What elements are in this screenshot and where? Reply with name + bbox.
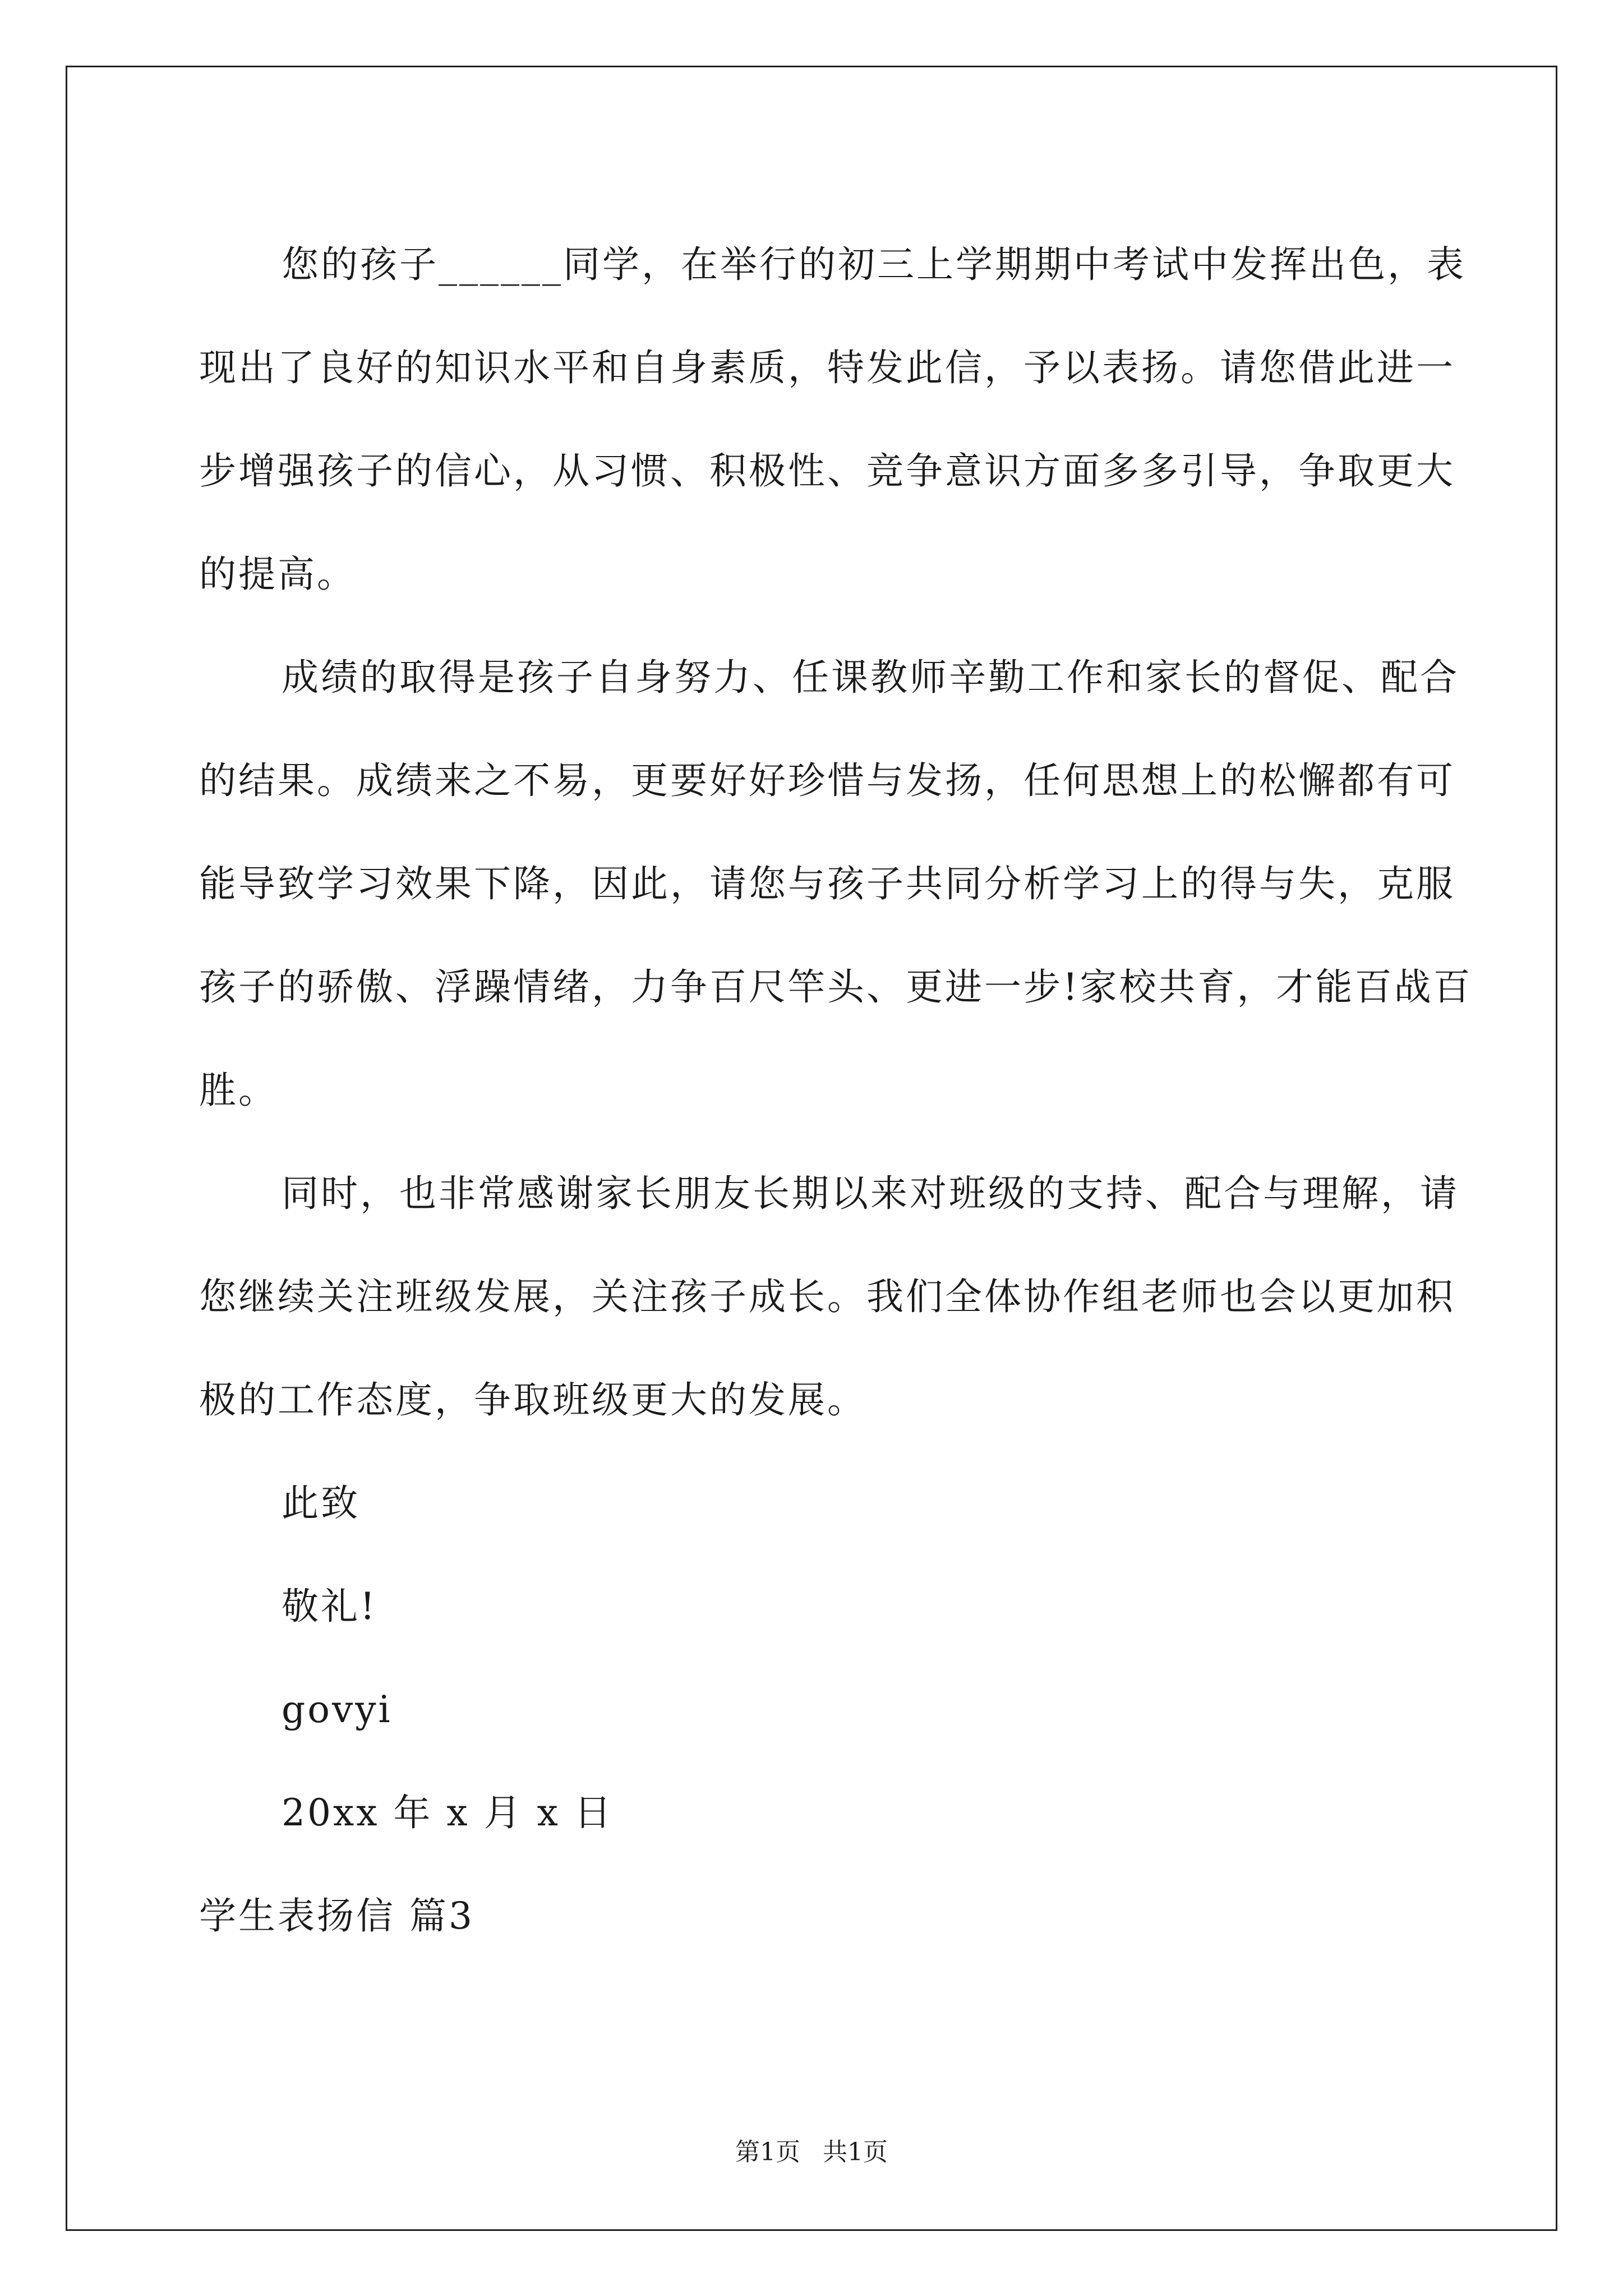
- paragraph-2: 成绩的取得是孩子自身努力、任课教师辛勤工作和家长的督促、配合的结果。成绩来之不易，更要好好珍惜与发扬，任何思想上的松懈都有可能导致学习效果下降，因此，请您与孩子共同分析学习上的得与失，克服孩子的骄傲、浮躁情绪，力争百尺竿头、更进一步!家校共育，才能百战百胜。: [199, 656, 1473, 1112]
- page-footer: [0, 2132, 1623, 2168]
- letter-body: [199, 213, 1489, 1968]
- paragraph-3: 同时，也非常感谢家长朋友长期以来对班级的支持、配合与理解，请您继续关注班级发展，关注孩子成长。我们全体协作组老师也会以更加积极的工作态度，争取班级更大的发展。: [199, 1172, 1459, 1421]
- paragraph-1: 您的孩子______同学，在举行的初三上学期期中考试中发挥出色，表现出了良好的知识水平和自身素质，特发此信，予以表扬。请您借此进一步增强孩子的信心，从习惯、积极性、竞争意识方面多多引导，争取更大的提高。: [199, 243, 1466, 596]
- page-number-total: 共1页: [823, 2138, 888, 2166]
- page-number-current: 第1页: [735, 2138, 800, 2166]
- date-line: 20xx 年 x 月 x 日: [282, 1791, 614, 1834]
- closing-salutation: 此致: [282, 1481, 360, 1525]
- closing-regards: 敬礼!: [282, 1585, 377, 1628]
- section-heading: 学生表扬信 篇3: [199, 1894, 474, 1938]
- signature: govyi: [282, 1688, 393, 1731]
